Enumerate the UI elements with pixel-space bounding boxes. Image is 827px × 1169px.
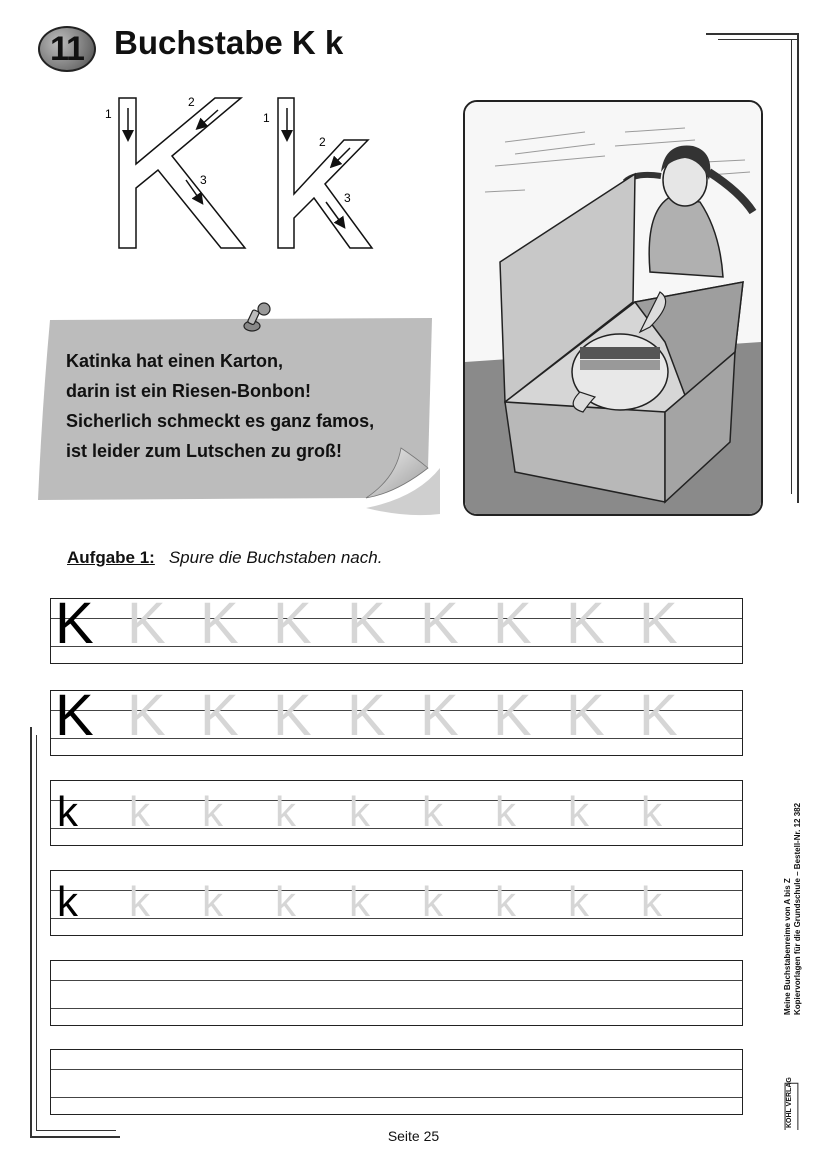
page-number: Seite 25: [387, 1128, 440, 1144]
trace-letter: k: [129, 788, 150, 835]
trace-letter: K: [420, 683, 459, 748]
illustration-drawing: [465, 102, 761, 514]
task-heading: [67, 548, 382, 568]
trace-letter: k: [495, 878, 516, 925]
trace-letter: k: [568, 878, 589, 925]
task-label: Aufgabe 1:: [67, 548, 155, 567]
trace-letter: k: [349, 788, 370, 835]
model-letter-upper: K: [55, 591, 94, 656]
frame-line-right-2: [791, 39, 792, 494]
task-instruction: Spure die Buchstaben nach.: [168, 548, 383, 567]
frame-line-right: [797, 33, 799, 503]
poem-line-4: ist leider zum Lutschen zu groß!: [66, 441, 343, 461]
trace-letter: K: [347, 591, 386, 656]
illustration-girl-with-box: [463, 100, 763, 516]
model-letter-lower: k: [57, 788, 78, 835]
trace-letter: K: [639, 683, 678, 748]
series-order-info: Kopiervorlagen für die Grundschule – Bestell-Nr. 12 382: [793, 802, 802, 1015]
stroke-number-upper-2: 2: [188, 95, 195, 109]
trace-letter: k: [422, 878, 443, 925]
practice-row-lower-1[interactable]: [50, 780, 743, 846]
trace-letter: k: [422, 788, 443, 835]
trace-letter: K: [493, 591, 532, 656]
stroke-number-lower-3: 3: [344, 191, 351, 205]
poem-line-2: darin ist ein Riesen-Bonbon!: [66, 381, 312, 401]
trace-letter: K: [420, 591, 459, 656]
poem-line-1: Katinka hat einen Karton,: [66, 351, 284, 371]
practice-row-lower-2[interactable]: [50, 870, 743, 936]
letter-stroke-diagram: [100, 94, 390, 259]
poem-line-3: Sicherlich schmeckt es ganz famos,: [66, 411, 375, 431]
trace-letter: K: [566, 591, 605, 656]
lowercase-k-outline: [278, 98, 372, 248]
trace-letter: K: [566, 683, 605, 748]
model-letter-upper: K: [55, 683, 94, 748]
publisher-logo-icon: [768, 1060, 800, 1130]
model-letter-lower: k: [57, 878, 78, 925]
trace-letter: k: [275, 878, 296, 925]
frame-line-top-right-2: [718, 39, 798, 40]
trace-letter: k: [129, 878, 150, 925]
practice-row-upper-1[interactable]: [50, 591, 743, 664]
pin-icon: [240, 300, 276, 336]
practice-row-blank-1[interactable]: [50, 960, 743, 1026]
series-title: Meine Buchstabenreime von A bis Z: [783, 878, 792, 1015]
frame-line-left-2: [36, 735, 37, 1131]
trace-letter: k: [641, 878, 662, 925]
trace-letter: k: [275, 788, 296, 835]
trace-letter: K: [273, 683, 312, 748]
trace-letter: k: [202, 878, 223, 925]
chapter-number-badge: [38, 26, 96, 72]
trace-letter: K: [200, 591, 239, 656]
stroke-number-upper-1: 1: [105, 107, 112, 121]
trace-letter: K: [347, 683, 386, 748]
uppercase-k-outline: [119, 98, 245, 248]
stroke-number-lower-1: 1: [263, 111, 270, 125]
trace-letter: K: [127, 591, 166, 656]
trace-letter: k: [641, 788, 662, 835]
poem-text: [66, 346, 374, 466]
publisher-name: KOHL VERLAG: [786, 1077, 793, 1128]
practice-row-blank-2[interactable]: [50, 1049, 743, 1115]
trace-letter: k: [349, 878, 370, 925]
trace-letter: k: [568, 788, 589, 835]
series-info: [783, 803, 803, 1015]
trace-letter: K: [127, 683, 166, 748]
practice-row-upper-2[interactable]: [50, 683, 743, 756]
stroke-number-upper-3: 3: [200, 173, 207, 187]
trace-letter: K: [200, 683, 239, 748]
chapter-number: 11: [50, 29, 84, 68]
frame-line-top-right: [706, 33, 798, 35]
trace-letter: K: [639, 591, 678, 656]
trace-letter: k: [495, 788, 516, 835]
stroke-arrow-upper-2: [200, 110, 218, 126]
frame-line-left: [30, 727, 32, 1137]
trace-letter: K: [493, 683, 532, 748]
trace-letter: k: [202, 788, 223, 835]
page-title: Buchstabe K k: [114, 24, 344, 61]
trace-letter: K: [273, 591, 312, 656]
stroke-arrow-lower-3: [326, 202, 342, 224]
stroke-number-lower-2: 2: [319, 135, 326, 149]
